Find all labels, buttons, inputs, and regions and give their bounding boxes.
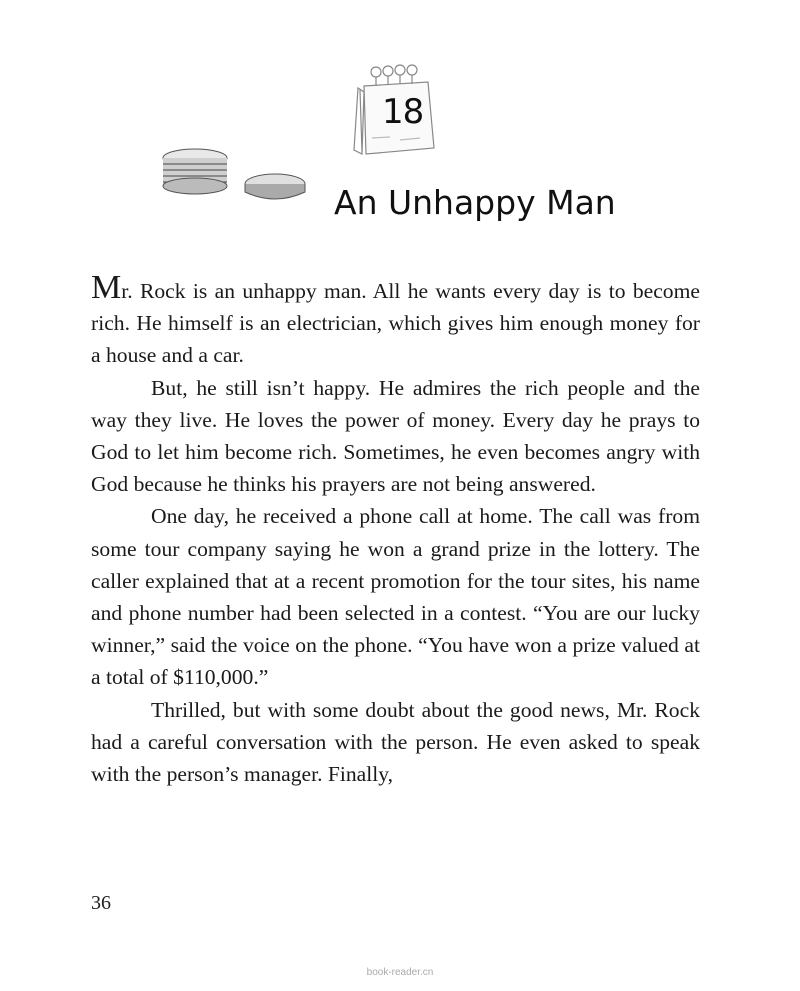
paragraph-2: But, he still isn’t happy. He admires the rich people and the way they live. He loves the power of money. Every day he prays to God to let him become rich. Sometimes, he even becomes angry with God because he thinks his prayers are not being answered. <box>91 375 700 497</box>
drop-cap: M <box>91 269 122 306</box>
paragraph-1: Mr. Rock is an unhappy man. All he wants every day is to become rich. He himself is an electrician, which gives him enough money for a house and a car. <box>91 269 700 368</box>
watermark: book-reader.cn <box>366 967 434 978</box>
paragraph-3: One day, he received a phone call at home. The call was from some tour company saying he won a grand prize in the lottery. The caller explained that at a recent promotion for the tour sites, his name and phone number had been selected in a contest. “You are our lucky winner,” said the voice on the phone. “You have won a prize valued at a total of $110,000.” <box>91 504 700 690</box>
body-text <box>91 269 700 790</box>
chapter-number: 18 <box>382 92 424 132</box>
page-number: 36 <box>91 892 111 914</box>
chapter-title: An Unhappy Man <box>334 183 616 222</box>
coins-icon <box>150 140 350 210</box>
paragraph-4: Thrilled, but with some doubt about the good news, Mr. Rock had a careful conversation with the person. He even asked to speak with the person’s manager. Finally, <box>91 697 700 787</box>
